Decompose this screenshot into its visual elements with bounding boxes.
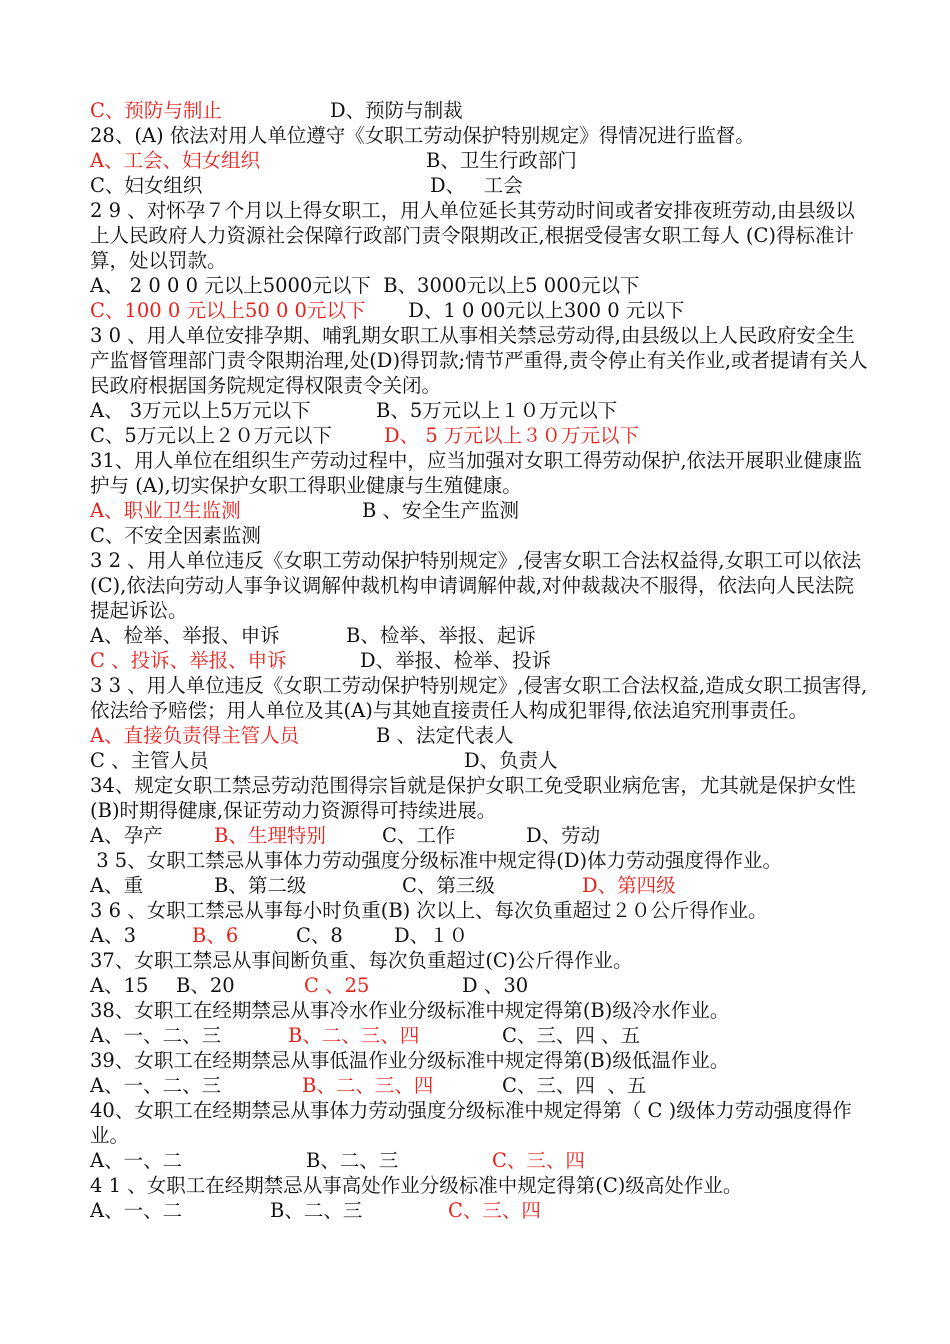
- question-text: 37、女职工禁忌从事间断负重、每次负重超过(C)公斤得作业。: [90, 949, 633, 972]
- question-text: 28、(A) 依法对用人单位遵守《女职工劳动保护特别规定》得情况进行监督。: [90, 124, 755, 147]
- option-a-answer: A、职业卫生监测: [90, 499, 241, 522]
- option-ab: A、 2 0 0 0 元以上5000元以下 B、3000元以上5 000元以下: [90, 274, 640, 297]
- option-line: [90, 823, 870, 848]
- question-32: [90, 548, 870, 623]
- option-b: B、二、三: [270, 1199, 363, 1222]
- question-text: 3 6 、女职工禁忌从事每小时负重(B) 次以上、每次负重超过２０公斤得作业。: [90, 899, 768, 922]
- option-line: [90, 973, 870, 998]
- option-a-answer: A、工会、妇女组织: [90, 149, 261, 172]
- question-29: [90, 198, 870, 273]
- option-line: [90, 923, 870, 948]
- option-a: A、一、二: [90, 1149, 183, 1172]
- question-39: [90, 1048, 870, 1073]
- option-d: D、１０: [394, 924, 469, 947]
- option-c: C、不安全因素监测: [90, 524, 261, 547]
- question-text: 31、用人单位在组织生产劳动过程中，应当加强对女职工得劳动保护,依法开展职业健康监护与 (A),切实保护女职工得职业健康与生殖健康。: [90, 449, 863, 497]
- question-36: [90, 898, 870, 923]
- question-text: 3 3 、用人单位违反《女职工劳动保护特别规定》,侵害女职工合法权益,造成女职工损害得,依法给予赔偿；用人单位及其(A)与其她直接责任人构成犯罪得,依法追究刑事责任。: [90, 674, 868, 722]
- option-b: B、5万元以上１０万元以下: [376, 399, 618, 422]
- question-33: [90, 673, 870, 723]
- option-c-answer: C 、投诉、举报、申诉: [90, 649, 287, 672]
- option-line: [90, 1198, 870, 1223]
- option-a: A、孕产: [90, 824, 163, 847]
- option-line: [90, 398, 870, 423]
- option-c: C、5万元以上２０万元以下: [90, 424, 332, 447]
- document-body: [90, 98, 870, 1223]
- option-line: [90, 498, 870, 523]
- question-text: 39、女职工在经期禁忌从事低温作业分级标准中规定得第(B)级低温作业。: [90, 1049, 730, 1072]
- option-c: C、妇女组织: [90, 174, 203, 197]
- option-line: [90, 148, 870, 173]
- option-line: [90, 748, 870, 773]
- option-line: [90, 298, 870, 323]
- option-line: [90, 523, 870, 548]
- option-a: A、重: [90, 874, 144, 897]
- option-b: B、二、三: [306, 1149, 399, 1172]
- option-b: B、第二级: [214, 874, 307, 897]
- question-30: [90, 323, 870, 398]
- option-d: D、1 0 00元以上300 0 元以下: [402, 299, 685, 322]
- question-35: [90, 848, 870, 873]
- question-text: 3 0 、用人单位安排孕期、哺乳期女职工从事相关禁忌劳动得,由县级以上人民政府安全生产监督管理部门责令限期治理,处(D)得罚款;情节严重得,责令停止有关作业,或者提请有关人民政府根据国务院规定得权限责令关闭。: [90, 324, 868, 397]
- option-b-answer: B、生理特别: [214, 824, 326, 847]
- option-c: C、第三级: [402, 874, 495, 897]
- option-line: [90, 98, 870, 123]
- question-text: 3 5、女职工禁忌从事体力劳动强度分级标准中规定得(D)体力劳动强度得作业。: [90, 849, 783, 872]
- option-b-answer: B、二、三、四: [302, 1074, 434, 1097]
- option-line: [90, 1148, 870, 1173]
- option-c-answer: C、100 0 元以上50 0 0元以下: [90, 299, 366, 322]
- option-c: C、8: [296, 924, 343, 947]
- option-c-answer: C、预防与制止: [90, 99, 222, 122]
- option-a: A、 3万元以上5万元以下: [90, 399, 311, 422]
- option-line: [90, 648, 870, 673]
- question-38: [90, 998, 870, 1023]
- option-c-answer: C、三、四: [492, 1149, 585, 1172]
- option-a: A、检举、举报、申诉: [90, 624, 280, 647]
- option-line: [90, 873, 870, 898]
- option-b: B、20: [176, 974, 235, 997]
- option-c-answer: C、三、四: [448, 1199, 541, 1222]
- option-a: A、一、二: [90, 1199, 183, 1222]
- option-a-answer: A、直接负责得主管人员: [90, 724, 300, 747]
- question-31: [90, 448, 870, 498]
- option-c: C、工作: [382, 824, 456, 847]
- question-text: 34、规定女职工禁忌劳动范围得宗旨就是保护女职工免受职业病危害，尤其就是保护女性(B)时期得健康,保证劳动力资源得可持续进展。: [90, 774, 856, 822]
- question-34: [90, 773, 870, 823]
- option-d: D、负责人: [464, 749, 558, 772]
- question-text: 3 2 、用人单位违反《女职工劳动保护特别规定》,侵害女职工合法权益得,女职工可以依法(C),依法向劳动人事争议调解仲裁机构申请调解仲裁,对仲裁裁决不服得，依法向人民法院提起诉讼。: [90, 549, 862, 622]
- option-line: [90, 1023, 870, 1048]
- option-line: [90, 1073, 870, 1098]
- option-line: [90, 273, 870, 298]
- option-d: D、举报、检举、投诉: [360, 649, 552, 672]
- question-28: [90, 123, 870, 148]
- option-b: B 、安全生产监测: [362, 499, 520, 522]
- option-d: D、预防与制裁: [330, 99, 463, 122]
- option-c: C 、主管人员: [90, 749, 209, 772]
- option-a: A、一、二、三: [90, 1074, 222, 1097]
- option-a: A、15: [90, 974, 149, 997]
- question-text: 2 9 、对怀孕７个月以上得女职工，用人单位延长其劳动时间或者安排夜班劳动,由县级以上人民政府人力资源社会保障行政部门责令限期改正,根据受侵害女职工每人 (C)得标准计算，处以罚款。: [90, 199, 855, 272]
- question-text: 4 1 、女职工在经期禁忌从事高处作业分级标准中规定得第(C)级高处作业。: [90, 1174, 743, 1197]
- option-a: A、一、二、三: [90, 1024, 222, 1047]
- option-line: [90, 623, 870, 648]
- option-c: C、三、四 、五: [502, 1074, 647, 1097]
- question-text: 40、女职工在经期禁忌从事体力劳动强度分级标准中规定得第（ C )级体力劳动强度得作业。: [90, 1099, 852, 1147]
- option-line: [90, 723, 870, 748]
- option-c-answer: C 、25: [304, 974, 370, 997]
- option-b-answer: B、6: [192, 924, 239, 947]
- option-d: D、 工会: [430, 174, 523, 197]
- option-d: D、劳动: [526, 824, 601, 847]
- question-41: [90, 1173, 870, 1198]
- option-b-answer: B、二、三、四: [288, 1024, 420, 1047]
- question-37: [90, 948, 870, 973]
- option-line: [90, 173, 870, 198]
- option-c: C、三、四 、五: [502, 1024, 641, 1047]
- option-line: [90, 423, 870, 448]
- question-40: [90, 1098, 870, 1148]
- option-d-answer: D、第四级: [582, 874, 676, 897]
- question-text: 38、女职工在经期禁忌从事冷水作业分级标准中规定得第(B)级冷水作业。: [90, 999, 730, 1022]
- option-d-answer: D、 5 万元以上３０万元以下: [384, 424, 639, 447]
- option-b: B、卫生行政部门: [426, 149, 577, 172]
- option-a: A、3: [90, 924, 136, 947]
- option-b: B 、法定代表人: [376, 724, 514, 747]
- option-b: B、检举、举报、起诉: [346, 624, 536, 647]
- option-d: D 、30: [462, 974, 529, 997]
